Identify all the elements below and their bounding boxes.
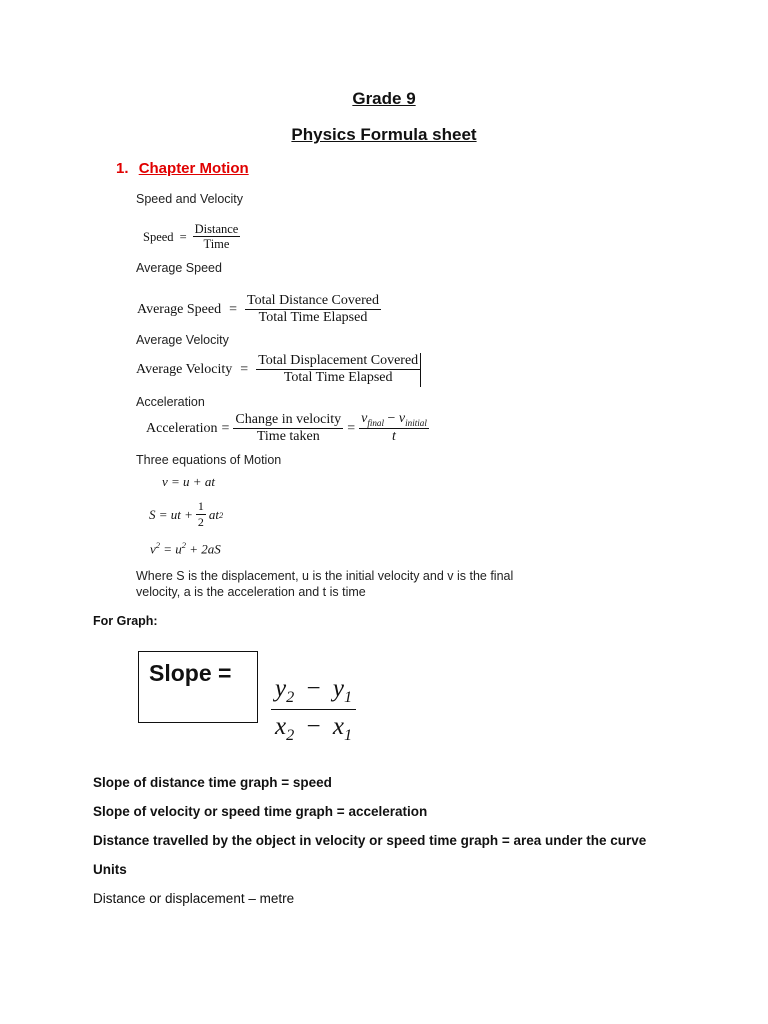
x2-subscript: 2 (286, 725, 295, 744)
acceleration-denominator: Time taken (256, 428, 320, 444)
avg-velocity-denominator: Total Time Elapsed (283, 370, 393, 386)
note-distance-time: Slope of distance time graph = speed (93, 775, 332, 790)
y1-symbol: y (332, 675, 344, 702)
speed-formula: Speed = $\frac{\text{Distance}}{\text{Time}}$ (143, 222, 239, 252)
speed-numerator: Distance (194, 222, 239, 236)
equation-2 (149, 500, 223, 529)
equation-3-rest: + 2aS (186, 541, 221, 557)
final-subscript: final (367, 417, 384, 428)
initial-subscript: initial (405, 417, 427, 428)
avg-speed-denominator: Total Time Elapsed (258, 310, 368, 326)
v-initial-symbol: v (398, 411, 406, 426)
half-numerator: 1 (197, 499, 204, 513)
speed-fraction (193, 222, 241, 252)
equation-3-u: = u (160, 541, 182, 557)
equation-2-rhs: at (208, 506, 220, 522)
acceleration-formula: Acceleration = $\frac{\text{Change in velocity}}{\text{Time taken}}$ = $\frac{v_{final} - v_{initial}}{t}$ (146, 411, 427, 445)
y1-subscript: 1 (343, 688, 353, 706)
avg-speed-formula: Average Speed = $\frac{\text{Total Distance Covered}}{\text{Total Time Elapsed}}$ (137, 293, 379, 326)
avg-speed-fraction (245, 293, 381, 327)
equations-heading: Three equations of Motion (136, 453, 282, 467)
units-heading: Units (93, 862, 127, 877)
minus-symbol: − (306, 712, 321, 740)
avg-velocity-lhs: Average Velocity (136, 361, 233, 377)
x2-symbol: x (275, 712, 287, 740)
speed-heading: Speed and Velocity (136, 192, 244, 206)
equation-3-exp1: 2 (155, 540, 160, 550)
slope-label: Slope = (149, 660, 232, 686)
unit-distance: Distance or displacement – metre (93, 891, 295, 906)
slope-box (138, 651, 258, 723)
note-velocity-time: Slope of velocity or speed time graph = acceleration (93, 804, 428, 819)
note-area-under-curve: Distance travelled by the object in velocity or speed time graph = area under the curve (93, 833, 647, 848)
page-title: Physics Formula sheet (291, 125, 477, 144)
avg-speed-numerator: Total Distance Covered (245, 293, 381, 310)
x1-subscript: 1 (343, 725, 353, 744)
avg-velocity-numerator: Total Displacement Covered (256, 353, 420, 370)
minus-symbol: − (387, 411, 396, 426)
avg-velocity-formula: Average Velocity = $\frac{\text{Total Displacement Covered}}{\text{Total Time Elapsed}}$ (136, 353, 421, 387)
graph-heading: For Graph: (93, 614, 158, 628)
equation-3-exp2: 2 (181, 540, 186, 550)
equation-2-exponent: 2 (219, 509, 224, 520)
acceleration-fraction (233, 412, 343, 446)
acceleration-lhs: Acceleration (146, 420, 218, 436)
avg-velocity-heading: Average Velocity (136, 333, 229, 347)
slope-fraction (271, 675, 356, 745)
minus-symbol: − (306, 675, 321, 702)
acceleration-numerator: Change in velocity (233, 412, 343, 429)
chapter-label: Chapter Motion (138, 160, 249, 177)
acceleration-fraction-symbolic (359, 411, 429, 446)
equation-3-v: v (150, 541, 156, 557)
avg-speed-lhs: Average Speed (137, 301, 222, 317)
chapter-number: 1. (116, 160, 129, 177)
speed-lhs: Speed (143, 229, 174, 244)
x1-symbol: x (332, 712, 344, 740)
y2-symbol: y (275, 675, 287, 702)
slope-denominator (271, 710, 356, 746)
equation-3 (150, 540, 221, 557)
slope-numerator (271, 675, 356, 710)
chapter-heading (116, 160, 249, 177)
where-line-1: Where S is the displacement, u is the initial velocity and v is the final (136, 569, 514, 583)
acceleration-heading: Acceleration (136, 395, 205, 409)
grade-title: Grade 9 (352, 89, 416, 108)
time-symbol: t (392, 429, 396, 445)
equation-2-lhs: S = ut + (149, 506, 193, 522)
half-denominator: 2 (197, 514, 204, 529)
speed-denominator: Time (203, 237, 230, 252)
avg-speed-heading: Average Speed (136, 261, 222, 275)
where-line-2: velocity, a is the acceleration and t is time (136, 585, 366, 599)
v-final-symbol: v (361, 411, 368, 426)
half-fraction (196, 500, 206, 529)
avg-velocity-fraction (256, 353, 421, 387)
equation-1: v = u + at (162, 474, 215, 489)
y2-subscript: 2 (286, 688, 295, 706)
